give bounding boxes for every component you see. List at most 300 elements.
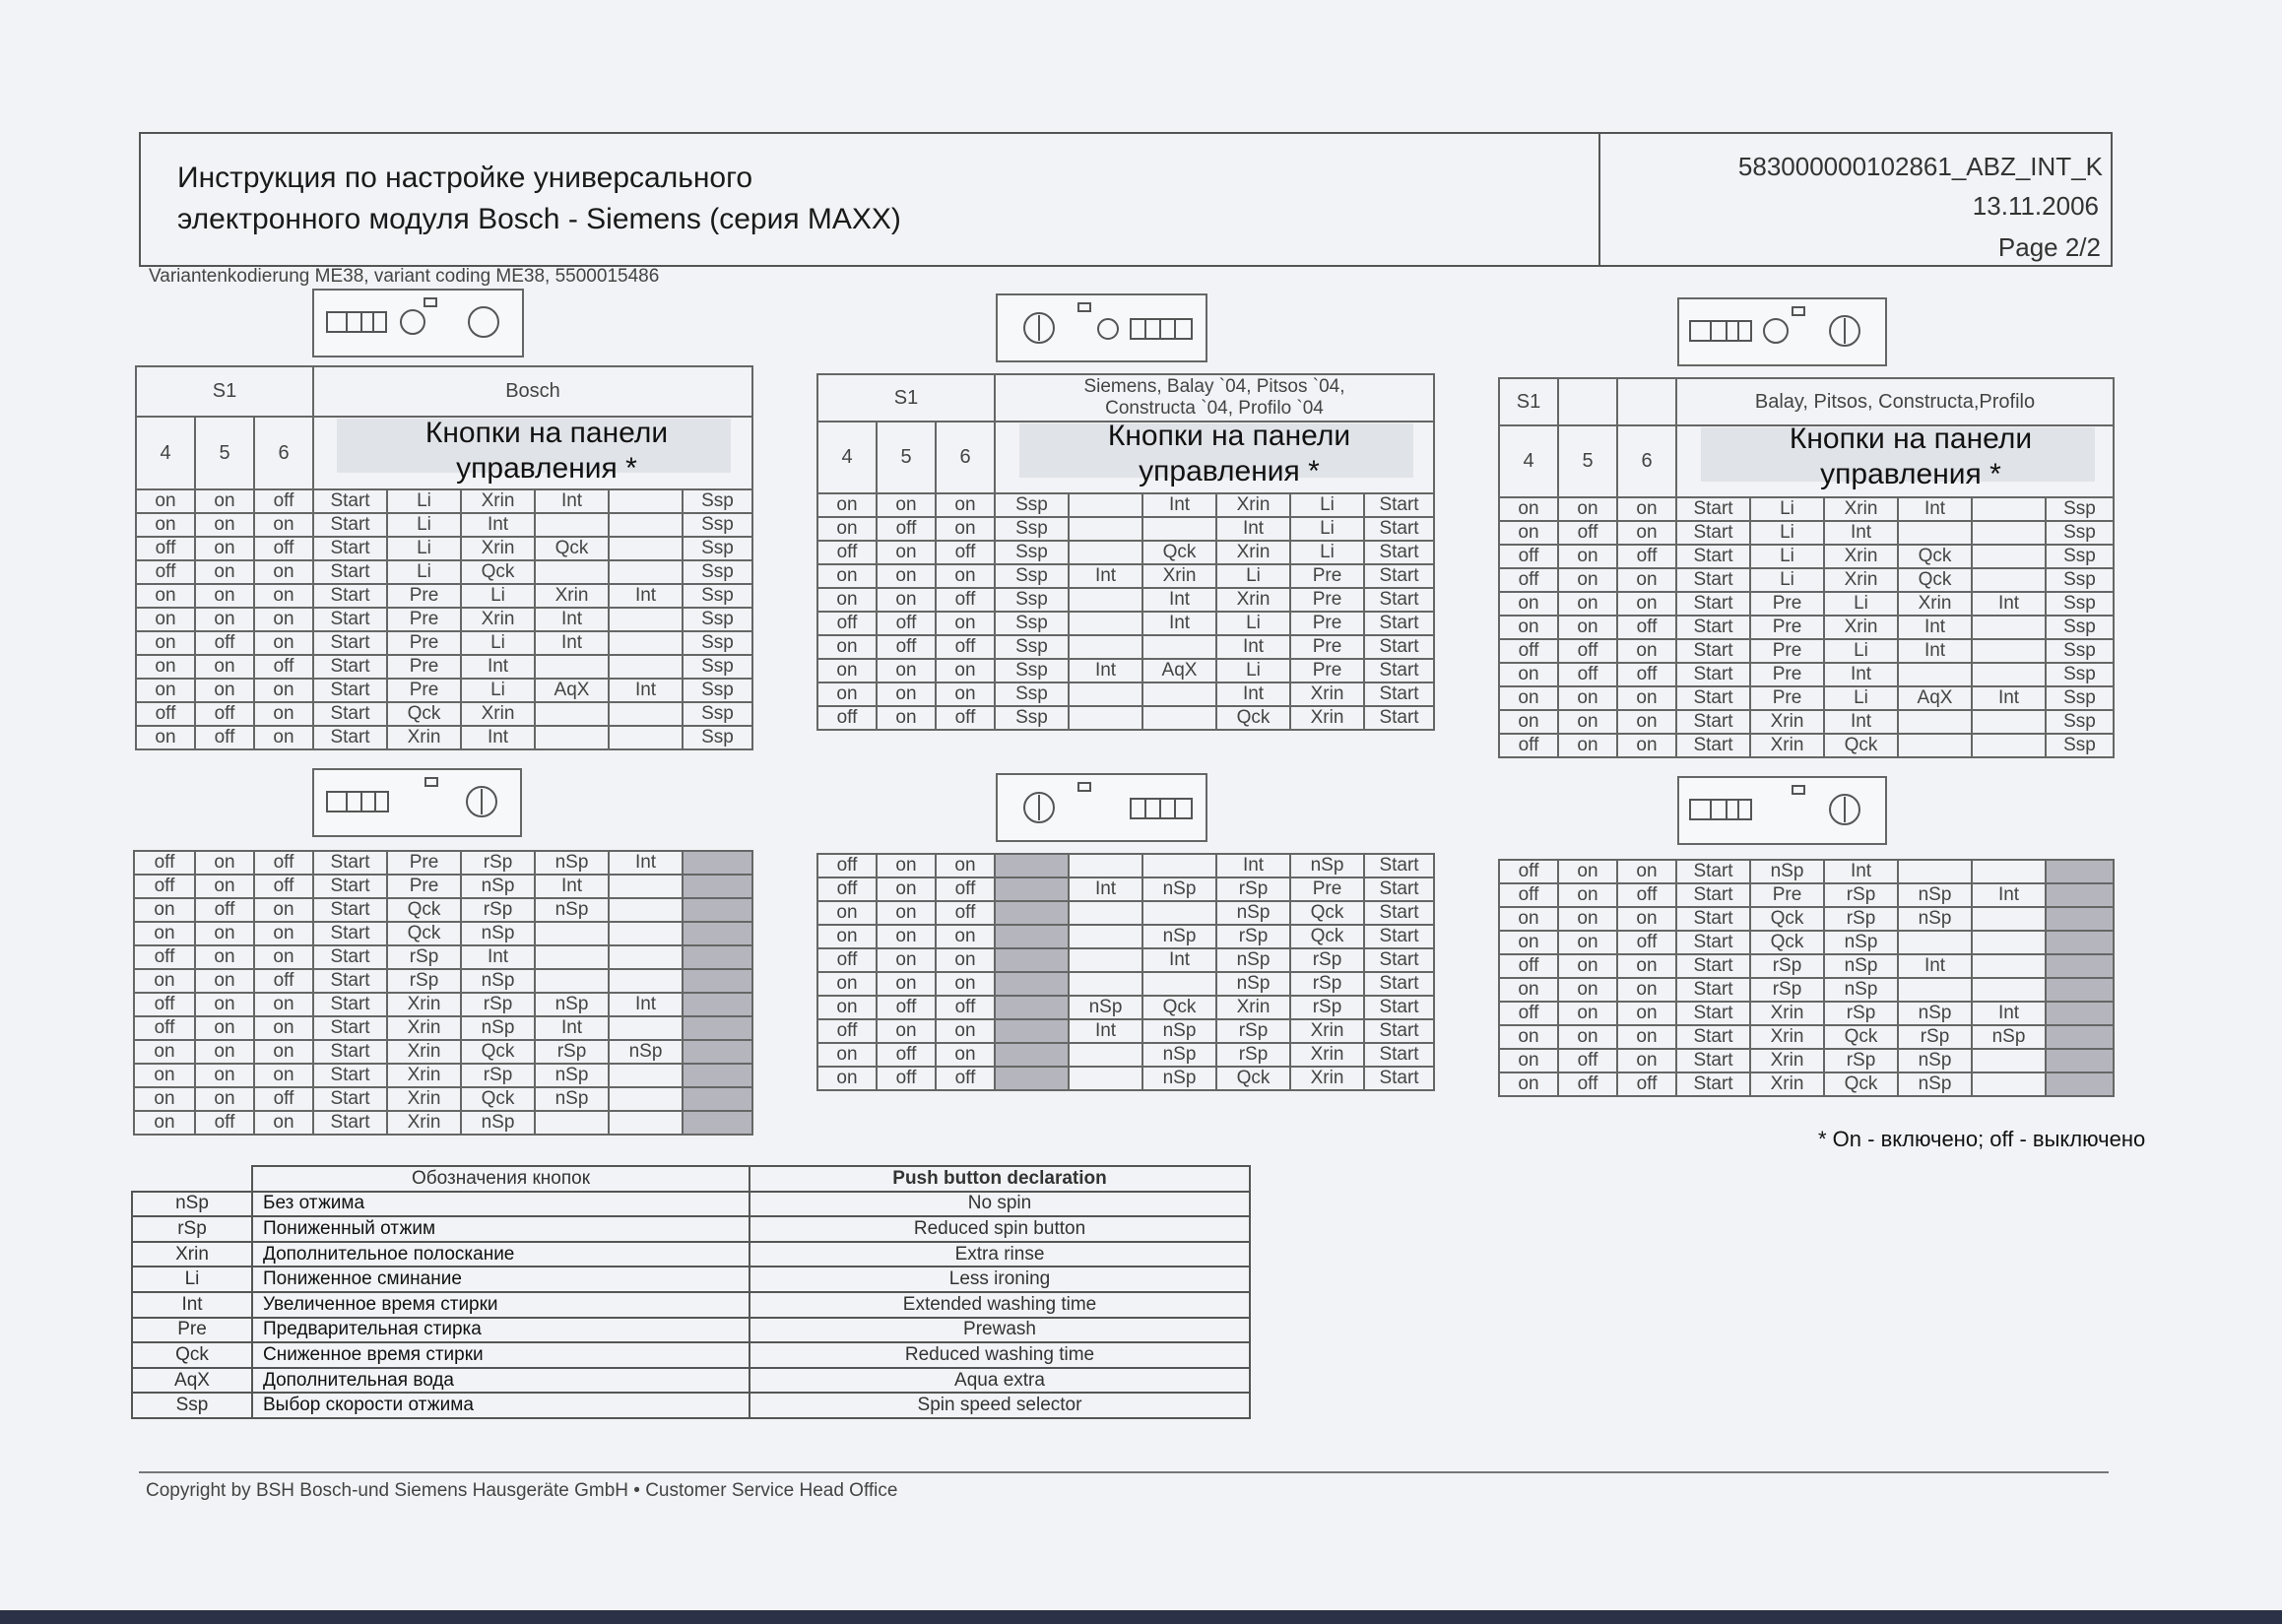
table-row: [817, 1067, 1434, 1090]
overlay-line-1: Кнопки на панели: [424, 417, 669, 449]
table-cell: Int: [1824, 663, 1898, 686]
legend-code: Int: [132, 1292, 252, 1318]
table-row: [136, 679, 752, 702]
table-cell: on: [1558, 734, 1617, 757]
table-cell: off: [1558, 663, 1617, 686]
table-cell: on: [877, 1019, 936, 1043]
table-row: [136, 655, 752, 679]
table-cell: [1898, 521, 1972, 545]
table-cell: on: [817, 925, 877, 948]
table-cell: Start: [313, 702, 387, 726]
table-cell: Ssp: [995, 493, 1069, 517]
table-cell: off: [877, 1043, 936, 1067]
table-cell: [1898, 931, 1972, 954]
table-cell: [1972, 907, 2046, 931]
table-cell: [1142, 682, 1216, 706]
panel-buttons-icon: [314, 770, 520, 835]
table-row: [1499, 860, 2114, 883]
table-cell: Ssp: [2046, 497, 2114, 521]
table-cell: off: [817, 854, 877, 877]
table-cell: [995, 901, 1069, 925]
table-cell: nSp: [1216, 948, 1290, 972]
table-cell: off: [877, 1067, 936, 1090]
table-cell: AqX: [1898, 686, 1972, 710]
table-cell: Start: [313, 898, 387, 922]
table-cell: rSp: [461, 851, 535, 875]
table-row: [1499, 954, 2114, 978]
table-cell: on: [1499, 931, 1558, 954]
table-cell: nSp: [535, 851, 609, 875]
balay-bottom-table: [1498, 859, 2115, 1097]
table-cell: on: [1499, 663, 1558, 686]
table-cell: Int: [1216, 635, 1290, 659]
table-cell: Start: [1364, 706, 1434, 730]
siemens-header-table: [816, 373, 1435, 422]
table-cell: on: [877, 706, 936, 730]
table-cell: [1069, 948, 1142, 972]
table-cell: Qck: [461, 560, 535, 584]
table-cell: Xrin: [1824, 568, 1898, 592]
table-cell: on: [1617, 860, 1676, 883]
table-cell: Li: [387, 537, 461, 560]
table-cell: Start: [1676, 907, 1750, 931]
table-cell: Start: [1676, 545, 1750, 568]
table-cell: Ssp: [2046, 639, 2114, 663]
table-cell: Qck: [1824, 734, 1898, 757]
table-cell: on: [817, 996, 877, 1019]
table-cell: Li: [461, 631, 535, 655]
table-cell: on: [1558, 1002, 1617, 1025]
table-cell: nSp: [1824, 931, 1898, 954]
table-cell: Int: [461, 726, 535, 749]
table-cell: Li: [1290, 541, 1364, 564]
table-cell: rSp: [1824, 883, 1898, 907]
table-cell: Int: [1898, 639, 1972, 663]
brand-line-2: Constructa `04, Profilo `04: [1105, 398, 1324, 419]
table-cell: Start: [1676, 1072, 1750, 1096]
table-row: [817, 1019, 1434, 1043]
legend-code: Li: [132, 1267, 252, 1292]
table-cell: Start: [313, 537, 387, 560]
table-cell: [683, 945, 752, 969]
table-row: [134, 1111, 752, 1135]
table-cell: Start: [1676, 978, 1750, 1002]
table-row: [1499, 1049, 2114, 1072]
table-cell: Ssp: [683, 560, 752, 584]
table-cell: Qck: [1750, 907, 1824, 931]
table-cell: Pre: [387, 655, 461, 679]
legend-en: Aqua extra: [750, 1368, 1250, 1394]
table-cell: Xrin: [1750, 1072, 1824, 1096]
table-cell: on: [1499, 1049, 1558, 1072]
table-cell: Xrin: [387, 1111, 461, 1135]
table-row: [1499, 734, 2114, 757]
table-cell: on: [1617, 1025, 1676, 1049]
table-cell: Ssp: [683, 608, 752, 631]
table-cell: Ssp: [995, 588, 1069, 612]
table-cell: [609, 608, 683, 631]
table-cell: on: [134, 922, 195, 945]
table-cell: [609, 631, 683, 655]
table-cell: on: [877, 972, 936, 996]
table-cell: on: [817, 564, 877, 588]
table-cell: off: [936, 706, 995, 730]
table-cell: [1142, 972, 1216, 996]
table-row: [817, 925, 1434, 948]
table-cell: off: [136, 702, 195, 726]
table-row: [817, 706, 1434, 730]
table-cell: [1069, 517, 1142, 541]
table-cell: Int: [461, 945, 535, 969]
table-cell: Start: [313, 993, 387, 1016]
table-cell: Int: [609, 993, 683, 1016]
table-cell: off: [134, 875, 195, 898]
legend-code: Pre: [132, 1318, 252, 1343]
table-cell: on: [254, 679, 313, 702]
table-cell: nSp: [1142, 925, 1216, 948]
table-row: [1499, 639, 2114, 663]
legend-row: [132, 1318, 1250, 1343]
table-cell: Int: [535, 631, 609, 655]
table-cell: Start: [313, 655, 387, 679]
table-cell: on: [877, 925, 936, 948]
table-cell: Xrin: [387, 1064, 461, 1087]
table-cell: Xrin: [1290, 706, 1364, 730]
table-cell: off: [195, 1111, 254, 1135]
legend-row: [132, 1342, 1250, 1368]
table-cell: Li: [1750, 545, 1824, 568]
table-cell: Pre: [1750, 883, 1824, 907]
table-cell: Xrin: [1290, 682, 1364, 706]
table-cell: Start: [1364, 612, 1434, 635]
table-cell: Int: [1824, 860, 1898, 883]
table-cell: on: [134, 1064, 195, 1087]
table-cell: Xrin: [461, 489, 535, 513]
table-cell: nSp: [461, 875, 535, 898]
table-cell: Start: [1364, 493, 1434, 517]
table-cell: Int: [1142, 493, 1216, 517]
table-cell: Xrin: [1142, 564, 1216, 588]
table-cell: Ssp: [683, 537, 752, 560]
table-row: [136, 560, 752, 584]
table-cell: Int: [1972, 686, 2046, 710]
table-cell: off: [1499, 954, 1558, 978]
table-row: [817, 541, 1434, 564]
table-cell: [995, 948, 1069, 972]
table-cell: [609, 560, 683, 584]
legend-row: [132, 1368, 1250, 1394]
legend-row: [132, 1216, 1250, 1242]
table-cell: on: [254, 922, 313, 945]
table-cell: Int: [1216, 517, 1290, 541]
table-cell: Pre: [1290, 588, 1364, 612]
table-cell: [1069, 588, 1142, 612]
table-cell: [609, 489, 683, 513]
table-cell: Start: [1676, 860, 1750, 883]
table-cell: [1142, 854, 1216, 877]
table-cell: Start: [313, 851, 387, 875]
table-cell: on: [1558, 592, 1617, 616]
table-cell: [1069, 706, 1142, 730]
table-cell: nSp: [1142, 1019, 1216, 1043]
table-cell: on: [136, 513, 195, 537]
table-cell: nSp: [1824, 954, 1898, 978]
table-cell: Start: [1364, 517, 1434, 541]
table-row: [134, 1016, 752, 1040]
table-cell: Start: [1676, 639, 1750, 663]
table-cell: [1972, 568, 2046, 592]
siemens-bottom-table: [816, 853, 1435, 1091]
table-cell: [995, 1019, 1069, 1043]
table-cell: [995, 1067, 1069, 1090]
table-cell: on: [1617, 978, 1676, 1002]
table-cell: Ssp: [2046, 545, 2114, 568]
brand-label: [995, 374, 1434, 422]
overlay-label-bosch: [355, 416, 739, 487]
table-cell: [535, 945, 609, 969]
table-cell: [1069, 901, 1142, 925]
table-cell: Qck: [1142, 996, 1216, 1019]
table-cell: Qck: [387, 898, 461, 922]
button-legend-table: [131, 1165, 1251, 1419]
table-cell: Li: [1750, 521, 1824, 545]
table-cell: on: [877, 901, 936, 925]
table-cell: Ssp: [2046, 710, 2114, 734]
table-cell: on: [1617, 686, 1676, 710]
table-cell: on: [136, 584, 195, 608]
table-cell: [535, 1111, 609, 1135]
table-cell: nSp: [461, 969, 535, 993]
table-cell: nSp: [1898, 1002, 1972, 1025]
table-cell: [1069, 612, 1142, 635]
table-cell: Int: [1216, 854, 1290, 877]
table-cell: on: [936, 682, 995, 706]
table-cell: on: [1617, 710, 1676, 734]
legend-ru: Дополнительное полоскание: [252, 1242, 750, 1267]
table-cell: [683, 1111, 752, 1135]
table-cell: on: [1558, 616, 1617, 639]
table-cell: rSp: [1290, 948, 1364, 972]
table-cell: off: [1499, 734, 1558, 757]
table-cell: on: [136, 655, 195, 679]
table-cell: on: [254, 560, 313, 584]
table-cell: on: [1558, 954, 1617, 978]
table-row: [1499, 1072, 2114, 1096]
table-cell: Li: [461, 584, 535, 608]
table-cell: [1972, 1049, 2046, 1072]
table-cell: Pre: [387, 631, 461, 655]
table-cell: Qck: [1216, 706, 1290, 730]
table-cell: rSp: [1824, 1049, 1898, 1072]
table-cell: [1142, 901, 1216, 925]
table-cell: Start: [313, 1040, 387, 1064]
table-cell: [995, 972, 1069, 996]
table-cell: off: [936, 588, 995, 612]
table-cell: Ssp: [2046, 686, 2114, 710]
table-row: [1499, 545, 2114, 568]
table-cell: Ssp: [683, 584, 752, 608]
table-cell: on: [254, 726, 313, 749]
table-cell: on: [817, 517, 877, 541]
table-cell: [535, 655, 609, 679]
table-cell: Start: [313, 560, 387, 584]
table-cell: nSp: [1750, 860, 1824, 883]
table-cell: nSp: [1069, 996, 1142, 1019]
table-cell: rSp: [1216, 877, 1290, 901]
table-cell: Start: [1676, 734, 1750, 757]
table-cell: off: [936, 877, 995, 901]
legend-en: Reduced washing time: [750, 1342, 1250, 1368]
col-6: 6: [1617, 425, 1676, 497]
document-date: 13.11.2006: [1972, 191, 2099, 221]
table-cell: [609, 1087, 683, 1111]
table-cell: [535, 922, 609, 945]
table-cell: [1069, 635, 1142, 659]
table-cell: nSp: [461, 922, 535, 945]
table-cell: Ssp: [2046, 568, 2114, 592]
table-cell: Int: [609, 851, 683, 875]
table-cell: Ssp: [995, 564, 1069, 588]
table-cell: [609, 969, 683, 993]
table-cell: off: [254, 851, 313, 875]
table-cell: Start: [313, 608, 387, 631]
panel-buttons-icon: [1679, 299, 1885, 364]
table-cell: on: [134, 898, 195, 922]
table-cell: on: [877, 948, 936, 972]
table-cell: Li: [1824, 686, 1898, 710]
table-row: [134, 993, 752, 1016]
table-cell: rSp: [461, 1064, 535, 1087]
table-row: [134, 875, 752, 898]
table-cell: rSp: [1824, 907, 1898, 931]
table-cell: on: [936, 659, 995, 682]
table-cell: Qck: [1290, 901, 1364, 925]
table-cell: on: [877, 588, 936, 612]
table-cell: Xrin: [1290, 1019, 1364, 1043]
table-cell: off: [1558, 1049, 1617, 1072]
s1-label: S1: [817, 374, 995, 422]
title-line-2: электронного модуля Bosch - Siemens (серия MAXX): [177, 203, 901, 235]
table-row: [817, 564, 1434, 588]
table-cell: on: [1558, 497, 1617, 521]
table-cell: Xrin: [461, 702, 535, 726]
table-cell: Int: [1142, 612, 1216, 635]
table-row: [136, 537, 752, 560]
table-cell: [683, 1064, 752, 1087]
table-cell: Ssp: [2046, 616, 2114, 639]
panel-buttons-icon: [1679, 778, 1885, 843]
table-cell: [2046, 883, 2114, 907]
table-cell: on: [1499, 978, 1558, 1002]
table-row: [817, 877, 1434, 901]
table-cell: Ssp: [995, 635, 1069, 659]
table-cell: on: [1617, 568, 1676, 592]
table-cell: Qck: [1750, 931, 1824, 954]
table-cell: on: [195, 584, 254, 608]
table-cell: off: [1617, 883, 1676, 907]
table-cell: Start: [313, 679, 387, 702]
table-cell: nSp: [1898, 1049, 1972, 1072]
col-5: 5: [1558, 425, 1617, 497]
table-row: [136, 726, 752, 749]
table-cell: [1972, 616, 2046, 639]
table-cell: Xrin: [387, 726, 461, 749]
table-row: [1499, 710, 2114, 734]
table-cell: off: [1617, 931, 1676, 954]
table-row: [817, 854, 1434, 877]
table-cell: [609, 1016, 683, 1040]
table-cell: [535, 726, 609, 749]
table-cell: [1972, 860, 2046, 883]
table-cell: nSp: [1216, 901, 1290, 925]
table-cell: Pre: [1750, 686, 1824, 710]
table-cell: rSp: [1216, 1019, 1290, 1043]
table-cell: off: [1499, 639, 1558, 663]
table-cell: Int: [1069, 877, 1142, 901]
table-cell: rSp: [1290, 972, 1364, 996]
table-cell: [2046, 954, 2114, 978]
table-cell: [683, 969, 752, 993]
table-cell: Pre: [387, 608, 461, 631]
table-cell: on: [1499, 592, 1558, 616]
table-cell: nSp: [535, 898, 609, 922]
table-cell: off: [817, 612, 877, 635]
table-cell: Qck: [1824, 1072, 1898, 1096]
scan-edge: [0, 1610, 2282, 1624]
table-cell: on: [195, 1040, 254, 1064]
table-cell: Li: [1290, 517, 1364, 541]
table-cell: Li: [461, 679, 535, 702]
siemens-top-table: [816, 492, 1435, 731]
table-cell: Qck: [1216, 1067, 1290, 1090]
table-cell: on: [1558, 978, 1617, 1002]
table-row: [817, 612, 1434, 635]
legend-row: [132, 1393, 1250, 1418]
table-cell: Start: [1676, 954, 1750, 978]
table-cell: Xrin: [461, 608, 535, 631]
table-cell: off: [136, 560, 195, 584]
table-cell: on: [1558, 1025, 1617, 1049]
s1-label: S1: [136, 366, 313, 417]
legend-header-en: Push button declaration: [750, 1166, 1250, 1192]
table-cell: Ssp: [2046, 592, 2114, 616]
table-cell: nSp: [535, 993, 609, 1016]
table-cell: off: [936, 541, 995, 564]
table-cell: Start: [1364, 588, 1434, 612]
table-cell: on: [877, 493, 936, 517]
table-cell: Start: [313, 1087, 387, 1111]
table-cell: Li: [1750, 497, 1824, 521]
table-cell: Start: [1676, 883, 1750, 907]
on-off-note: * On - включено; off - выключено: [1818, 1127, 2146, 1151]
table-row: [136, 631, 752, 655]
table-cell: [1972, 710, 2046, 734]
table-cell: Pre: [1750, 592, 1824, 616]
table-cell: off: [1617, 663, 1676, 686]
table-cell: Ssp: [2046, 521, 2114, 545]
table-cell: on: [817, 659, 877, 682]
overlay-label-siemens: [1037, 419, 1421, 489]
table-cell: nSp: [461, 1016, 535, 1040]
table-cell: Pre: [1290, 612, 1364, 635]
legend-ru: Пониженный отжим: [252, 1216, 750, 1242]
table-cell: Li: [1216, 612, 1290, 635]
table-cell: [1069, 1043, 1142, 1067]
table-row: [1499, 907, 2114, 931]
table-row: [817, 659, 1434, 682]
table-cell: Start: [1676, 1002, 1750, 1025]
table-cell: Start: [313, 726, 387, 749]
